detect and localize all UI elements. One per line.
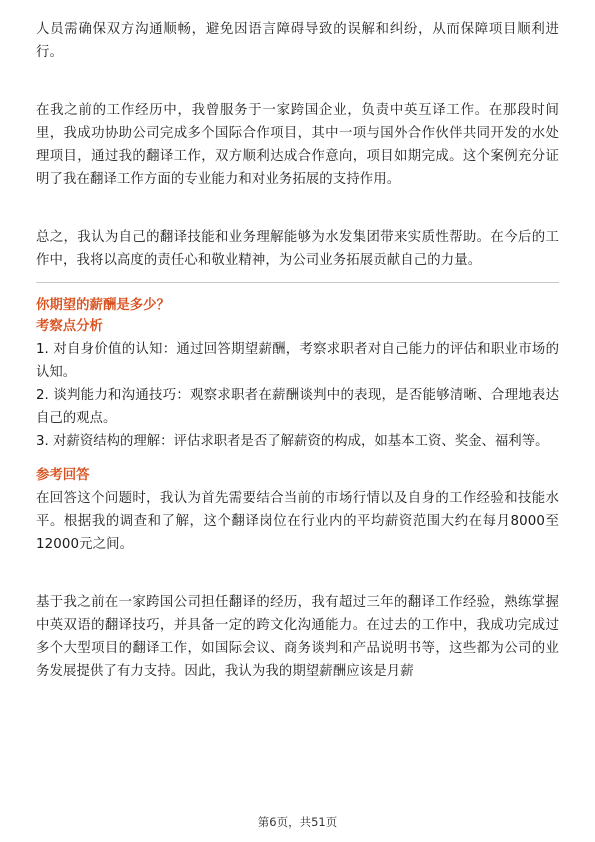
analysis-item-1: 1. 对自身价值的认知：通过回答期望薪酬，考察求职者对自己能力的评估和职业市场的认知。 [36,342,559,380]
question-title: 你期望的薪酬是多少？ [36,298,170,313]
page-number: 第6页，共51页 [257,815,338,829]
answer-heading: 参考回答 [36,468,90,483]
intro-paragraph-2: 在我之前的工作经历中，我曾服务于一家跨国企业，负责中英互译工作。在那段时间里，我成功协助公司完成多个国际合作项目，其中一项与国外合作伙伴共同开发的水处理项目，通过我的翻译工作，双方顺利达成合作意向，项目如期完成。这个案例充分证明了我在翻译工作方面的专业能力和对业务拓展的支持作用。 [36,103,559,187]
analysis-heading: 考察点分析 [36,319,103,334]
answer-paragraph-2: 基于我之前在一家跨国公司担任翻译的经历，我有超过三年的翻译工作经验，熟练掌握中英双语的翻译技巧，并具备一定的跨文化沟通能力。在过去的工作中，我成功完成过多个大型项目的翻译工作，如国际会议、商务谈判和产品说明书等，这些都为公司的业务发展提供了有力支持。因此，我认为我的期望薪酬应该是月薪 [36,595,559,679]
intro-paragraph-1: 人员需确保双方沟通顺畅，避免因语言障碍导致的误解和纠纷，从而保障项目顺利进行。 [36,22,559,60]
analysis-item-3: 3. 对薪资结构的理解：评估求职者是否了解薪资的构成，如基本工资、奖金、福利等。 [36,434,549,449]
answer-paragraph-1: 在回答这个问题时，我认为首先需要结合当前的市场行情以及自身的工作经验和技能水平。根据我的调查和了解，这个翻译岗位在行业内的平均薪资范围大约在每月8000至12000元之间。 [36,491,559,552]
section-divider [36,282,559,283]
document-page [36,18,559,683]
intro-paragraph-3: 总之，我认为自己的翻译技能和业务理解能够为水发集团带来实质性帮助。在今后的工作中，我将以高度的责任心和敬业精神，为公司业务拓展贡献自己的力量。 [36,230,559,268]
analysis-item-2: 2. 谈判能力和沟通技巧：观察求职者在薪酬谈判中的表现，是否能够清晰、合理地表达自己的观点。 [36,388,559,426]
